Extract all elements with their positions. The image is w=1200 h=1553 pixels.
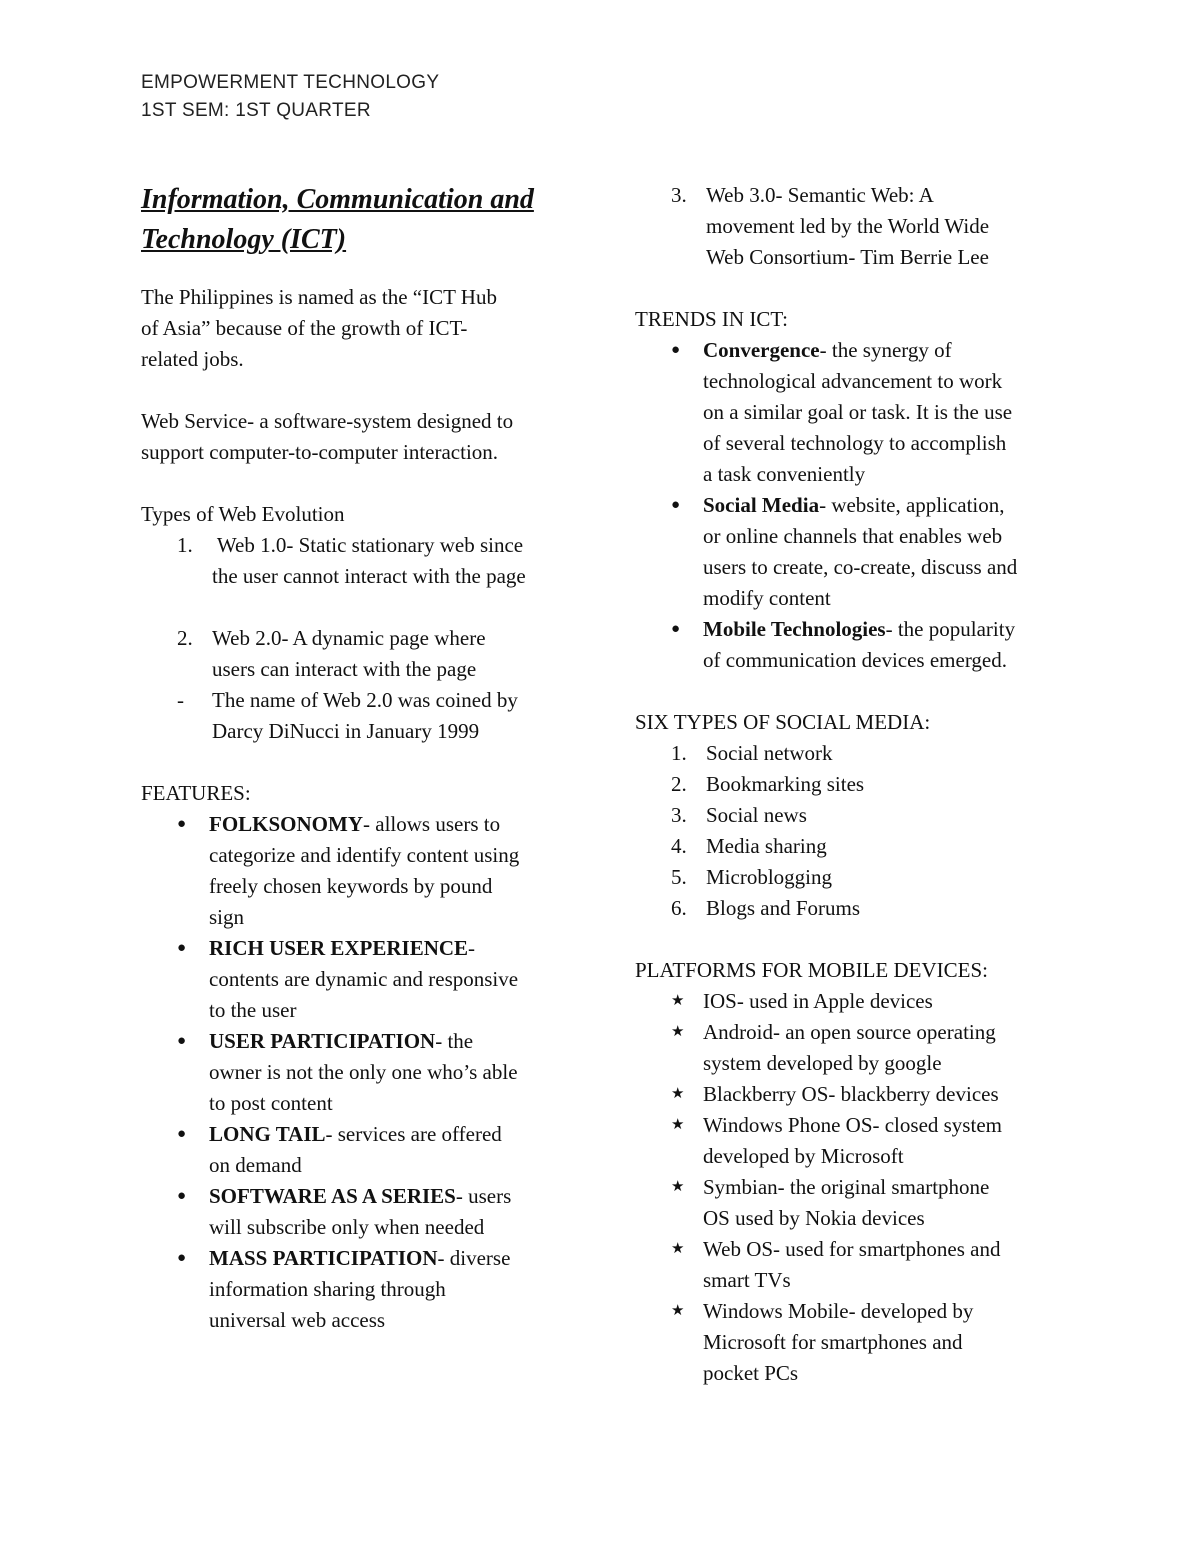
bullet-icon: ●	[177, 816, 187, 832]
list-item: 4. Media sharing	[635, 831, 1075, 862]
list-marker: 3.	[671, 183, 687, 207]
list-item: 6. Blogs and Forums	[635, 893, 1075, 924]
list-item: ● MASS PARTICIPATION- diverse information sharing through universal web access	[141, 1243, 581, 1336]
list-marker: 1.	[671, 741, 687, 765]
list-item: ● FOLKSONOMY- allows users to categorize and identify content using freely chosen keywords by pound sign	[141, 809, 581, 933]
list-marker: 6.	[671, 896, 687, 920]
list-marker: 3.	[671, 803, 687, 827]
bullet-icon: ●	[177, 1188, 187, 1204]
page-title: Information, Communication and Technology (ICT)	[141, 184, 534, 255]
platforms-heading: PLATFORMS FOR MOBILE DEVICES:	[635, 958, 988, 982]
right-column	[635, 180, 1075, 1389]
bullet-icon: ●	[177, 1033, 187, 1049]
star-icon: ★	[671, 1241, 685, 1257]
list-item: 2. Bookmarking sites	[635, 769, 1075, 800]
star-icon: ★	[671, 1024, 685, 1040]
list-item: ★ Windows Phone OS- closed system developed by Microsoft	[635, 1110, 1075, 1172]
list-item: ● Mobile Technologies- the popularity of communication devices emerged.	[635, 614, 1075, 676]
left-column	[141, 180, 581, 1336]
list-item: ★ IOS- used in Apple devices	[635, 986, 1075, 1017]
bullet-icon: ●	[177, 940, 187, 956]
list-item: ● USER PARTICIPATION- the owner is not the only one who’s able to post content	[141, 1026, 581, 1119]
doc-header-subject: EMPOWERMENT TECHNOLOGY	[141, 72, 440, 93]
web-service-definition: Web Service- a software-system designed to support computer-to-computer interaction.	[141, 409, 514, 464]
star-icon: ★	[671, 993, 685, 1009]
bullet-icon: ●	[177, 1126, 187, 1142]
list-item: 3. Social news	[635, 800, 1075, 831]
intro-paragraph: The Philippines is named as the “ICT Hub of Asia” because of the growth of ICT- related jobs.	[141, 285, 497, 371]
list-marker: -	[177, 688, 184, 712]
list-item: ★ Blackberry OS- blackberry devices	[635, 1079, 1075, 1110]
star-icon: ★	[671, 1086, 685, 1102]
bullet-icon: ●	[671, 621, 681, 637]
list-item: ● Social Media- website, application, or online channels that enables web users to create, co-create, discuss and modify content	[635, 490, 1075, 614]
trends-heading: TRENDS IN ICT:	[635, 307, 788, 331]
list-item: ★ Android- an open source operating system developed by google	[635, 1017, 1075, 1079]
list-marker: 4.	[671, 834, 687, 858]
list-item: ★ Web OS- used for smartphones and smart TVs	[635, 1234, 1075, 1296]
list-item: 2. Web 2.0- A dynamic page where users can interact with the page	[141, 623, 581, 685]
list-item: 1. Web 1.0- Static stationary web since the user cannot interact with the page	[141, 530, 581, 592]
bullet-icon: ●	[671, 342, 681, 358]
list-item: ● RICH USER EXPERIENCE- contents are dynamic and responsive to the user	[141, 933, 581, 1026]
bullet-icon: ●	[671, 497, 681, 513]
list-marker: 5.	[671, 865, 687, 889]
list-item: ★ Symbian- the original smartphone OS used by Nokia devices	[635, 1172, 1075, 1234]
list-item: - The name of Web 2.0 was coined by Darcy DiNucci in January 1999	[141, 685, 581, 747]
list-item: ● LONG TAIL- services are offered on demand	[141, 1119, 581, 1181]
list-item: 1. Social network	[635, 738, 1075, 769]
star-icon: ★	[671, 1303, 685, 1319]
doc-header-term: 1ST SEM: 1ST QUARTER	[141, 100, 371, 121]
list-item: 5. Microblogging	[635, 862, 1075, 893]
list-item: ● SOFTWARE AS A SERIES- users will subscribe only when needed	[141, 1181, 581, 1243]
list-marker: 1.	[177, 533, 193, 557]
list-item: ● Convergence- the synergy of technological advancement to work on a similar goal or task. It is the use of several technology to accomplish a task conveniently	[635, 335, 1075, 490]
list-item: ★ Windows Mobile- developed by Microsoft for smartphones and pocket PCs	[635, 1296, 1075, 1389]
types-heading: Types of Web Evolution	[141, 502, 345, 526]
features-heading: FEATURES:	[141, 781, 251, 805]
social-media-heading: SIX TYPES OF SOCIAL MEDIA:	[635, 710, 931, 734]
list-marker: 2.	[177, 626, 193, 650]
list-item: 3. Web 3.0- Semantic Web: A movement led by the World Wide Web Consortium- Tim Berrie Lee	[635, 180, 1075, 273]
bullet-icon: ●	[177, 1250, 187, 1266]
list-marker: 2.	[671, 772, 687, 796]
star-icon: ★	[671, 1179, 685, 1195]
star-icon: ★	[671, 1117, 685, 1133]
